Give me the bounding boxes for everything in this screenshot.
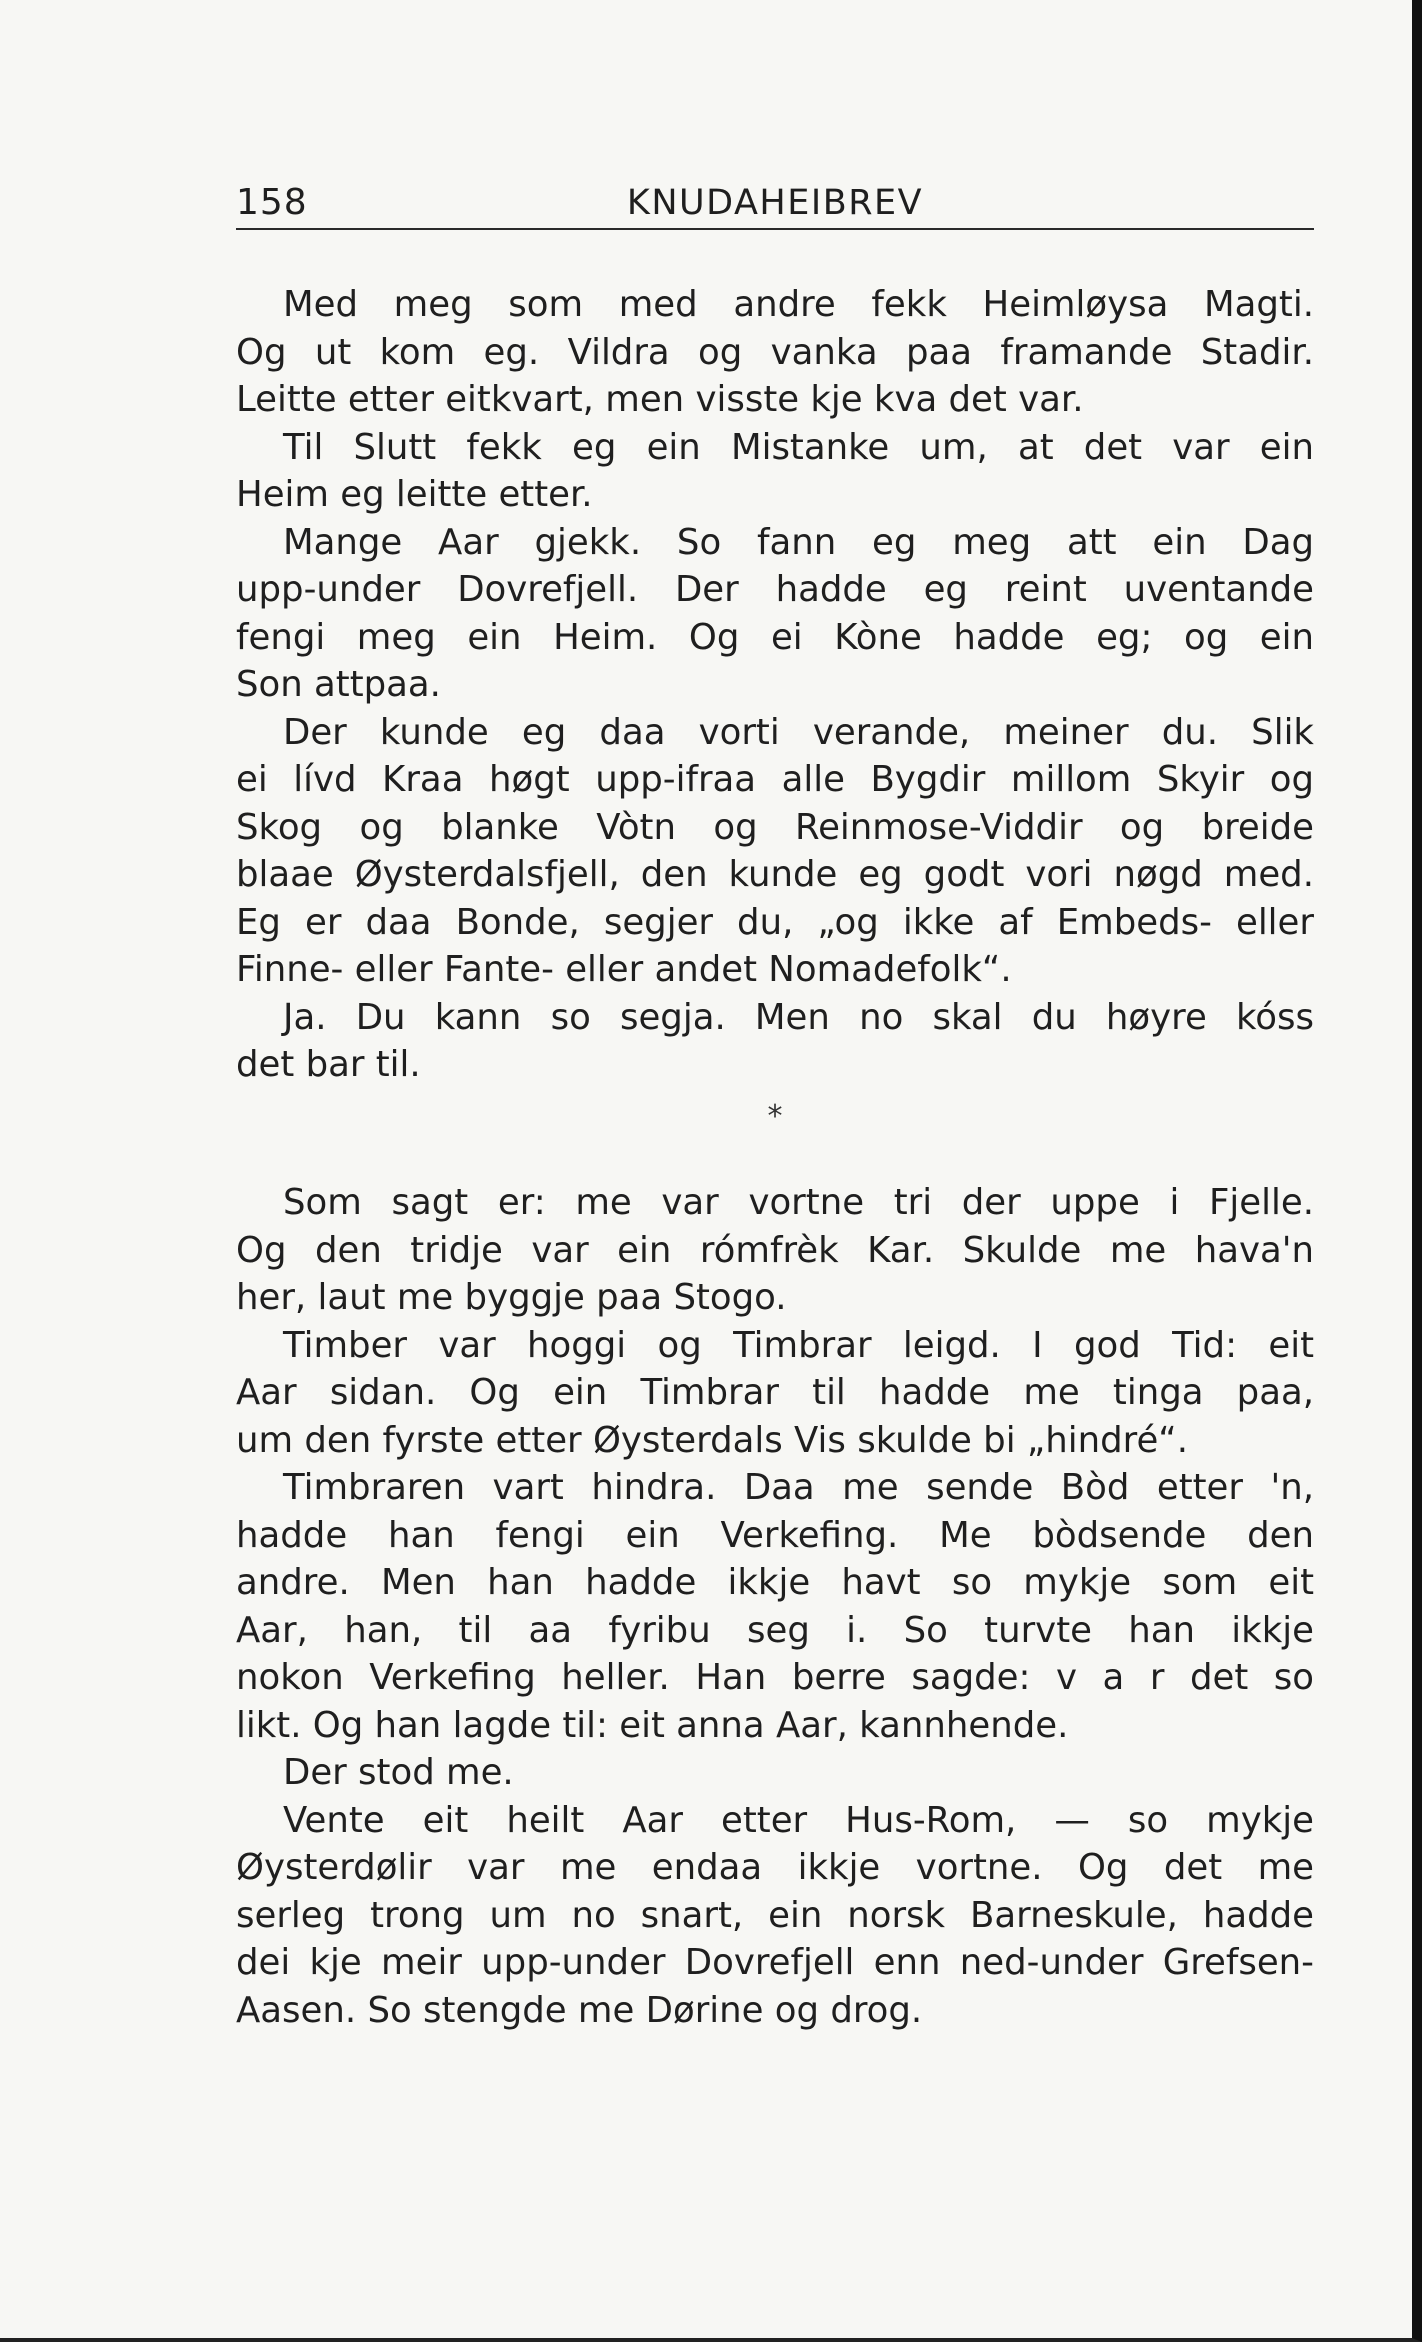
text-line: hadde han fengi ein Verkefing. Me bòdsende den — [236, 1514, 1314, 1556]
text-line: likt. Og han lagde til: eit anna Aar, kannhende. — [236, 1704, 1069, 1746]
text-line: Timber var hoggi og Timbrar leigd. I god Tid: eit — [283, 1324, 1314, 1366]
text-line: det bar til. — [236, 1044, 421, 1085]
text-line: Aar, han, til aa fyribu seg i. So turvte han ikkje — [236, 1609, 1314, 1651]
text-line: Til Slutt fekk eg ein Mistanke um, at det var ein — [283, 426, 1314, 468]
text-line: Vente eit heilt Aar etter Hus-Rom, — so mykje — [283, 1799, 1314, 1841]
text-line: Skog og blanke Vòtn og Reinmose-Viddir og breide — [236, 806, 1314, 848]
section-divider-asterisk: * — [767, 1099, 783, 1134]
text-section-2 — [236, 1179, 1314, 2034]
text-line: her, laut me byggje paa Stogo. — [236, 1277, 787, 1318]
text-line: Ja. Du kann so segja. Men no skal du høyre kóss — [283, 996, 1314, 1038]
text-line: nokon Verkefing heller. Han berre sagde: v a r det so — [236, 1657, 1314, 1698]
page-number: 158 — [236, 182, 308, 223]
text-line: um den fyrste etter Øysterdals Vis skulde bi „hindré“. — [236, 1419, 1188, 1461]
text-line: Aasen. So stengde me Dørine og drog. — [236, 1989, 923, 2031]
text-line: Øysterdølir var me endaa ikkje vortne. Og det me — [236, 1847, 1314, 1888]
running-title: KNUDAHEIBREV — [626, 183, 924, 223]
text-line: blaae Øysterdalsfjell, den kunde eg godt vori nøgd med. — [236, 854, 1314, 895]
text-line: Og den tridje var ein rómfrèk Kar. Skulde me hava'n — [236, 1229, 1314, 1271]
text-line: ei lívd Kraa høgt upp-ifraa alle Bygdir millom Skyir og — [236, 759, 1314, 800]
text-line: Mange Aar gjekk. So fann eg meg att ein Dag — [283, 521, 1314, 563]
text-line: andre. Men han hadde ikkje havt so mykje som eit — [236, 1562, 1314, 1603]
text-line: upp-under Dovrefjell. Der hadde eg reint uventande — [236, 569, 1314, 610]
text-line: Heim eg leitte etter. — [236, 474, 593, 515]
text-line: Eg er daa Bonde, segjer du, „og ikke af Embeds- eller — [236, 901, 1314, 943]
text-line: fengi meg ein Heim. Og ei Kòne hadde eg; og ein — [236, 616, 1314, 658]
text-line: Som sagt er: me var vortne tri der uppe i Fjelle. — [283, 1182, 1314, 1223]
text-line: serleg trong um no snart, ein norsk Barneskule, hadde — [236, 1894, 1314, 1936]
text-line: Der kunde eg daa vorti verande, meiner du. Slik — [283, 711, 1314, 753]
text-line: Finne- eller Fante- eller andet Nomadefolk“. — [236, 949, 1012, 990]
text-line: Der stod me. — [283, 1752, 514, 1793]
text-line: Timbraren vart hindra. Daa me sende Bòd etter 'n, — [283, 1467, 1314, 1508]
text-line: Aar sidan. Og ein Timbrar til hadde me tinga paa, — [236, 1372, 1314, 1413]
text-line: Og ut kom eg. Vildra og vanka paa framande Stadir. — [236, 331, 1314, 373]
text-line: Leitte etter eitkvart, men visste kje kva det var. — [236, 379, 1084, 420]
text-section-1 — [236, 281, 1314, 1089]
page-header — [236, 178, 1314, 230]
text-line: Med meg som med andre fekk Heimløysa Magti. — [283, 284, 1314, 325]
text-line: Son attpaa. — [236, 664, 441, 705]
text-line: dei kje meir upp-under Dovrefjell enn ned-under Grefsen- — [236, 1942, 1314, 1983]
